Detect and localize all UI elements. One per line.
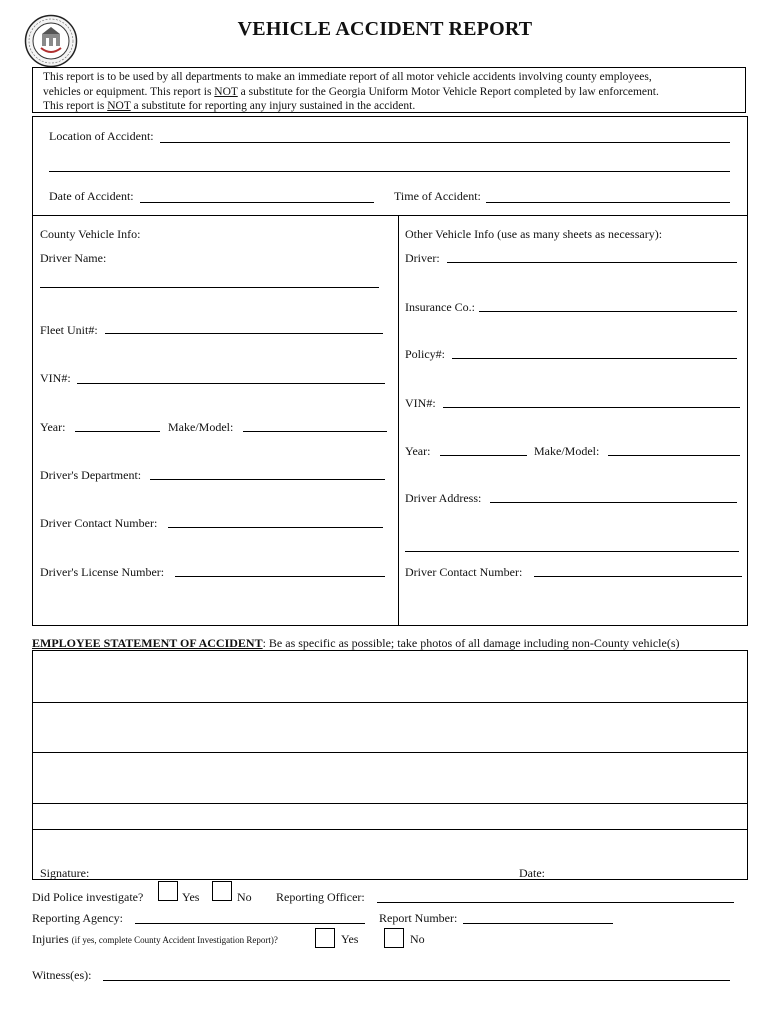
time-label: Time of Accident: [394,189,481,203]
police-no-label: No [237,890,252,904]
insurance-field[interactable] [479,311,737,312]
other-contact-label: Driver Contact Number: [405,565,523,579]
report-number-label: Report Number: [379,911,458,925]
report-number-field[interactable] [463,923,613,924]
police-no-checkbox[interactable] [212,881,232,901]
policy-label: Policy#: [405,347,446,361]
location-label: Location of Accident: [49,129,154,143]
other-vin-label: VIN#: [405,396,436,410]
other-make-model-field[interactable] [608,455,740,456]
column-divider [398,216,399,626]
statement-date-label: Date: [519,866,545,880]
agency-label: Reporting Agency: [32,911,123,925]
other-driver-field[interactable] [447,262,737,263]
county-vin-field[interactable] [77,383,385,384]
intro-line-2: vehicles or equipment. This report is NOT a substitute for the Georgia Uniform Motor Vehicle Report completed by law enforcement. [43,85,659,98]
license-label: Driver's License Number: [40,565,165,579]
license-field[interactable] [175,576,385,577]
county-year-label: Year: [40,420,66,434]
county-contact-label: Driver Contact Number: [40,516,158,530]
fleet-unit-label: Fleet Unit#: [40,323,98,337]
insurance-label: Insurance Co.: [405,300,475,314]
injuries-yes-checkbox[interactable] [315,928,335,948]
department-field[interactable] [150,479,385,480]
witness-label: Witness(es): [32,968,92,982]
other-vehicle-heading: Other Vehicle Info (use as many sheets as necessary): [405,227,663,241]
policy-field[interactable] [452,358,737,359]
time-field[interactable] [486,202,730,203]
officer-field[interactable] [377,902,734,903]
county-make-model-label: Make/Model: [168,420,234,434]
page-title: VEHICLE ACCIDENT REPORT [237,18,533,40]
police-yes-label: Yes [182,890,200,904]
date-label: Date of Accident: [49,189,134,203]
agency-field[interactable] [135,923,365,924]
statement-row-divider [32,702,748,703]
other-contact-field[interactable] [534,576,742,577]
injuries-label: Injuries (if yes, complete County Accident Investigation Report)? [32,932,278,946]
injuries-yes-label: Yes [341,932,359,946]
county-contact-field[interactable] [168,527,383,528]
other-year-field[interactable] [440,455,527,456]
other-make-model-label: Make/Model: [534,444,600,458]
address-field[interactable] [490,502,737,503]
county-vin-label: VIN#: [40,371,71,385]
statement-row-divider [32,752,748,753]
fleet-unit-field[interactable] [105,333,383,334]
intro-notice [32,67,746,113]
county-driver-name-label: Driver Name: [40,251,107,265]
statement-heading: EMPLOYEE STATEMENT OF ACCIDENT: Be as specific as possible; take photos of all damage including non-County vehicle(s) [32,636,680,650]
witness-field[interactable] [103,980,730,981]
county-driver-name-field[interactable] [40,287,379,288]
address-field-line-2[interactable] [405,551,739,552]
county-vehicle-heading: County Vehicle Info: [40,227,141,241]
injuries-no-label: No [410,932,425,946]
signature-label: Signature: [40,866,90,880]
location-field-line-2[interactable] [49,171,730,172]
police-yes-checkbox[interactable] [158,881,178,901]
county-make-model-field[interactable] [243,431,387,432]
injuries-no-checkbox[interactable] [384,928,404,948]
location-field[interactable] [160,142,730,143]
statement-box[interactable] [32,650,748,880]
address-label: Driver Address: [405,491,482,505]
officer-label: Reporting Officer: [276,890,365,904]
department-label: Driver's Department: [40,468,142,482]
other-vin-field[interactable] [443,407,740,408]
other-driver-label: Driver: [405,251,440,265]
date-field[interactable] [140,202,374,203]
county-year-field[interactable] [75,431,160,432]
police-investigate-label: Did Police investigate? [32,890,144,904]
other-year-label: Year: [405,444,431,458]
statement-row-divider [32,829,748,830]
intro-line-1: This report is to be used by all departments to make an immediate report of all motor vehicle accidents involving county employees, [43,71,652,83]
statement-row-divider [32,803,748,804]
intro-line-3: This report is NOT a substitute for reporting any injury sustained in the accident. [43,100,416,112]
